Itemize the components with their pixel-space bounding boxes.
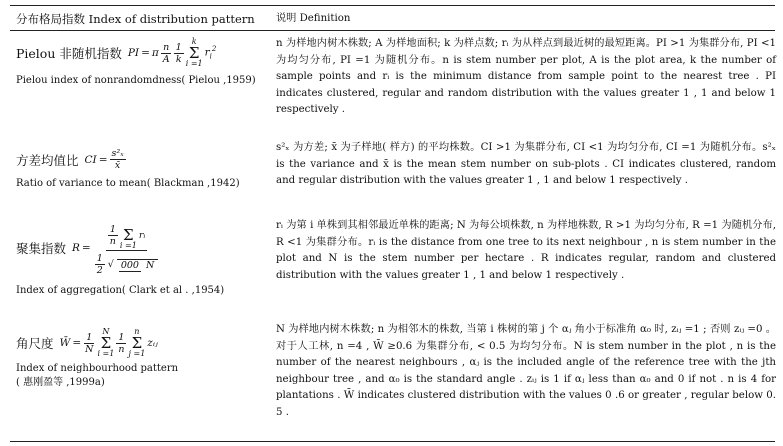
summation-symbol: Σ i =1 — [119, 226, 137, 250]
index-name-cn: 角尺度 — [16, 336, 54, 351]
table-top-rule — [10, 5, 775, 6]
index-name-cn: 方差均值比 — [16, 152, 79, 168]
index-name-cn: 聚集指数 — [16, 241, 67, 256]
definition-text: n 为样地内树木株数; A 为样地面积; k 为样点数; rᵢ 为从样点到最近树的最短距离。PI >1 为集群分布, PI <1 为均匀分布, PI =1 为随机分布。n is stem number per plot, A is the plot area, k the number of sample points and rᵢ is the minimum distance from sample point to the nearest tree . PI indicates clustered, regular and random distribution with the values greater 1 , 1 and below 1 respectively . — [276, 38, 776, 116]
definition-text: N 为样地内树木株数; n 为相邻木的株数, 当第 i 株树的第 j 个 αⱼ 角小于标准角 α₀ 时, zᵢⱼ =1 ; 否则 zᵢⱼ =0 。对于人工林, n =4 , W̄ ≥0.6 为集群分布, < 0.5 为均匀分布。N is stem number in the plot , n is the number of the nearest neighbours , αⱼ is the included angle of the reference tree with the jth neighbour tree , and α₀ is the standard angle . zᵢⱼ is 1 if αⱼ less than α₀ and 0 if not . n is 4 for plantations . W̄ indicates clustered distribution with the values 0 .6 or greater , regular below 0. 5 . — [276, 324, 776, 418]
index-name-en: Ratio of variance to mean( Blackman ,1942) — [16, 178, 240, 189]
aggregation-formula: R = $\frac{1}{n}$ Σ i =1 rᵢ $\frac{1}{2}$ √ 000 N — [72, 220, 160, 276]
index-name-en: Index of aggregation( Clark et al . ,1954) — [16, 285, 225, 296]
definition-cell — [276, 322, 776, 422]
definition-cell — [276, 140, 776, 190]
definition-text: rᵢ 为第 i 单株到其相邻最近单株的距离; N 为每公顷株数, n 为样地株数, R >1 为均匀分布, R =1 为随机分布, R <1 为集群分布。rᵢ is the distance from one tree to its next neighbour , n is stem number in the plot and N is the stem number per hectare . R indicates regular, random and clustered distribution with the values greater 1 , 1 and below 1 respectively . — [276, 220, 776, 281]
index-cell — [16, 328, 266, 390]
angle-index-formula: W̄ = $\frac{1}{N}$ N Σ i =1 $\frac{1}{n}$ n Σ j =1 zᵢⱼ — [59, 327, 158, 358]
definition-cell — [276, 218, 776, 284]
definition-text: s²ₓ 为方差; x̄ 为子样地( 样方) 的平均株数。CI >1 为集群分布, CI <1 为均匀分布, CI =1 为随机分布。s²ₓ is the variance and x̄ is the mean stem number on sub-plots . CI indicates clustered, random and regular distribution with the values greater 1 , 1 and below 1 respectively . — [276, 142, 776, 187]
summation-symbol: N Σ i =1 — [97, 327, 115, 358]
index-cell — [16, 148, 266, 191]
table-header-rule — [10, 30, 775, 31]
header-index: 分布格局指数 Index of distribution pattern — [16, 12, 255, 26]
header-definition: 说明 Definition — [276, 13, 351, 24]
index-name-en: Index of neighbourhood pattern — [16, 363, 179, 374]
summation-symbol: k Σ i =1 — [185, 37, 203, 68]
pielou-formula: PI = π $\frac{n}{A}$ $\frac{1}{k}$ k Σ i =1 $r_i^2$ — [127, 37, 217, 68]
index-citation: ( 惠刚盈等 ,1999a) — [16, 377, 105, 388]
index-name-en: Pielou index of nonrandomdness( Pielou ,1959) — [16, 75, 256, 86]
definition-cell — [276, 36, 776, 119]
variance-mean-formula: CI = $\frac{\text{s²ₓ}}{x̄}$ — [84, 148, 124, 171]
index-cell — [16, 38, 266, 88]
summation-symbol: n Σ j =1 — [128, 327, 146, 358]
table-bottom-rule — [10, 441, 775, 442]
index-cell — [16, 220, 266, 298]
index-name-cn: Pielou 非随机指数 — [16, 46, 122, 61]
